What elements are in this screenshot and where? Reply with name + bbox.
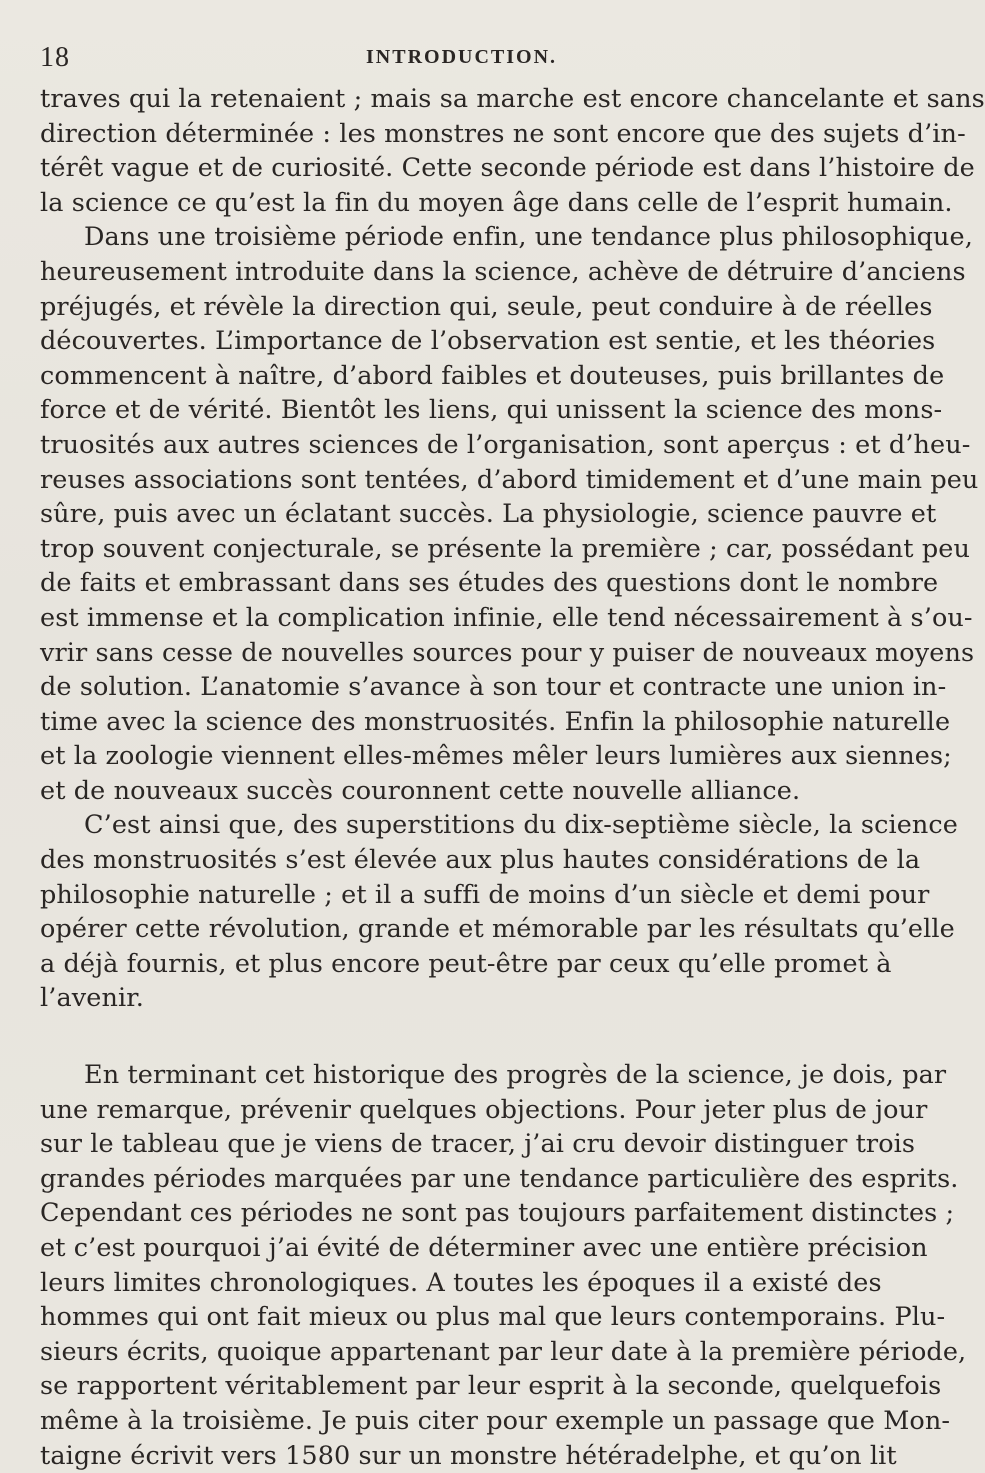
text-line: et de nouveaux succès couronnent cette nouvelle alliance. [40, 775, 801, 806]
running-title: INTRODUCTION. [366, 46, 558, 68]
text-line: sûre, puis avec un éclatant succès. La physiologie, science pauvre et [40, 499, 937, 530]
text-line: sur le tableau que je viens de tracer, j’ai cru devoir distinguer trois [40, 1129, 916, 1160]
text-line: truosités aux autres sciences de l’organisation, sont aperçus : et d’heu- [40, 429, 971, 460]
text-line: térêt vague et de curiosité. Cette seconde période est dans l’histoire de [40, 153, 975, 184]
text-line: taigne écrivit vers 1580 sur un monstre hétéradelphe, et qu’on lit [40, 1440, 897, 1471]
section-gap [40, 1016, 772, 1058]
text-line: découvertes. L’importance de l’observation est sentie, et les théories [40, 326, 936, 357]
paragraph-1-continued [40, 82, 985, 220]
text-line: commencent à naître, d’abord faibles et douteuses, puis brillantes de [40, 360, 945, 391]
page-number: 18 [40, 42, 70, 73]
text-line: traves qui la retenaient ; mais sa marche est encore chancelante et sans [40, 84, 985, 114]
text-line: leurs limites chronologiques. A toutes les époques il a existé des [40, 1267, 882, 1298]
text-line: est immense et la complication infinie, elle tend nécessairement à s’ou- [40, 602, 973, 633]
text-line: des monstruosités s’est élevée aux plus hautes considérations de la [40, 845, 921, 876]
text-line: même à la troisième. Je puis citer pour exemple un passage que Mon- [40, 1405, 951, 1436]
text-line: time avec la science des monstruosités. Enfin la philosophie naturelle [40, 706, 951, 737]
text-line: Dans une troisième période enfin, une tendance plus philosophique, [84, 222, 973, 253]
text-line: sieurs écrits, quoique appartenant par leur date à la première période, [40, 1336, 967, 1367]
text-line: vrir sans cesse de nouvelles sources pour y puiser de nouveaux moyens [40, 637, 975, 668]
text-line: heureusement introduite dans la science, achève de détruire d’anciens [40, 256, 966, 287]
text-line: a déjà fournis, et plus encore peut-être par ceux qu’elle promet à [40, 948, 892, 979]
text-line: préjugés, et révèle la direction qui, seule, peut conduire à de réelles [40, 291, 933, 322]
text-line: direction déterminée : les monstres ne sont encore que des sujets d’in- [40, 118, 966, 149]
text-line: hommes qui ont fait mieux ou plus mal que leurs contemporains. Plu- [40, 1302, 946, 1333]
text-line: l’avenir. [40, 983, 144, 1014]
text-line: une remarque, prévenir quelques objections. Pour jeter plus de jour [40, 1094, 928, 1125]
paragraph-2 [40, 220, 979, 808]
text-line: et la zoologie viennent elles-mêmes mêler leurs lumières aux siennes; [40, 741, 952, 772]
running-head [28, 40, 772, 73]
text-line: reuses associations sont tentées, d’abord timidement et d’une main peu [40, 464, 979, 495]
text-line: grandes périodes marquées par une tendance particulière des esprits. [40, 1163, 959, 1194]
paragraph-3 [40, 808, 958, 1016]
text-line: force et de vérité. Bientôt les liens, qui unissent la science des mons- [40, 395, 943, 426]
text-line: Cependant ces périodes ne sont pas toujours parfaitement distinctes ; [40, 1198, 955, 1229]
text-line: En terminant cet historique des progrès de la science, je dois, par [84, 1060, 947, 1091]
text-line: la science ce qu’est la fin du moyen âge dans celle de l’esprit humain. [40, 187, 953, 218]
text-line: trop souvent conjecturale, se présente la première ; car, possédant peu [40, 533, 970, 564]
text-line: de solution. L’anatomie s’avance à son tour et contracte une union in- [40, 672, 947, 703]
text-line: de faits et embrassant dans ses études des questions dont le nombre [40, 568, 939, 599]
text-line: opérer cette révolution, grande et mémorable par les résultats qu’elle [40, 914, 955, 945]
body-text [40, 82, 985, 1473]
paragraph-4 [40, 1058, 967, 1473]
text-line: C’est ainsi que, des superstitions du dix-septième siècle, la science [84, 810, 958, 841]
text-line: philosophie naturelle ; et il a suffi de moins d’un siècle et demi pour [40, 879, 930, 910]
text-line: et c’est pourquoi j’ai évité de déterminer avec une entière précision [40, 1233, 928, 1263]
text-line: se rapportent véritablement par leur esprit à la seconde, quelquefois [40, 1371, 942, 1402]
